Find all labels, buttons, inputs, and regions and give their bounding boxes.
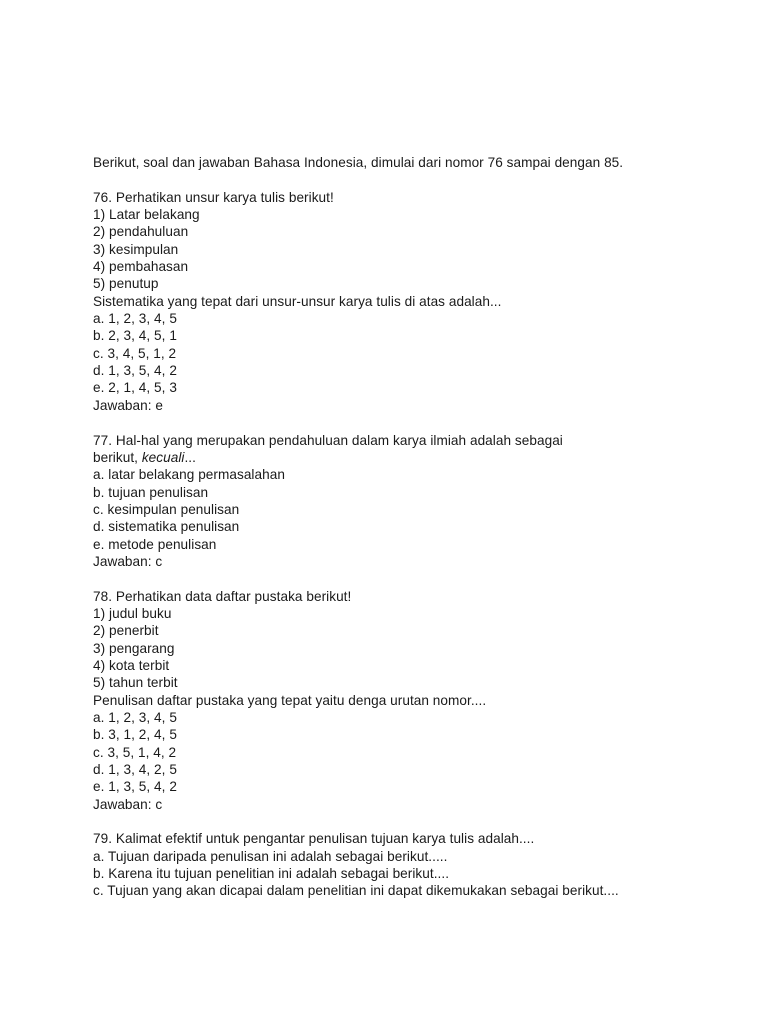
q79-option: c. Tujuan yang akan dicapai dalam penelitian ini dapat dikemukakan sebagai berikut....	[93, 883, 619, 899]
q78-option: d. 1, 3, 4, 2, 5	[93, 762, 177, 778]
q78-option: b. 3, 1, 2, 4, 5	[93, 727, 177, 743]
q76-option: a. 1, 2, 3, 4, 5	[93, 311, 177, 327]
q78-option: c. 3, 5, 1, 4, 2	[93, 744, 177, 760]
q78-question: 78. Perhatikan data daftar pustaka berikut!	[93, 588, 352, 604]
q76-option: b. 2, 3, 4, 5, 1	[93, 328, 177, 344]
q79-question: 79. Kalimat efektif untuk pengantar penulisan tujuan karya tulis adalah....	[93, 831, 535, 847]
q77-option: d. sistematika penulisan	[93, 519, 240, 535]
spacer	[93, 813, 733, 830]
q76-answer: Jawaban: e	[93, 397, 164, 413]
q77-question-emphasis: kecuali	[141, 449, 185, 465]
q76-option: e. 2, 1, 4, 5, 3	[93, 380, 177, 396]
q77-option: e. metode penulisan	[93, 536, 217, 552]
q78-item: 3) pengarang	[93, 640, 175, 656]
q76-item: 3) kesimpulan	[93, 241, 179, 257]
q77-option: b. tujuan penulisan	[93, 484, 209, 500]
spacer	[93, 414, 733, 431]
q78-option: e. 1, 3, 5, 4, 2	[93, 779, 177, 795]
q79-option: a. Tujuan daripada penulisan ini adalah sebagai berikut.....	[93, 848, 448, 864]
q76-question: 76. Perhatikan unsur karya tulis berikut!	[93, 189, 334, 205]
spacer	[93, 171, 733, 188]
q76-option: d. 1, 3, 5, 4, 2	[93, 363, 177, 379]
spacer	[93, 570, 733, 587]
q77-option: a. latar belakang permasalahan	[93, 467, 285, 483]
q78-prompt: Penulisan daftar pustaka yang tepat yaitu denga urutan nomor....	[93, 692, 487, 708]
q77-answer: Jawaban: c	[93, 553, 163, 569]
q78-item: 5) tahun terbit	[93, 675, 178, 691]
q77-option: c. kesimpulan penulisan	[93, 501, 240, 517]
q76-item: 2) pendahuluan	[93, 224, 189, 240]
q78-item: 1) judul buku	[93, 605, 172, 621]
q76-option: c. 3, 4, 5, 1, 2	[93, 345, 177, 361]
q77-question-prefix: berikut,	[93, 449, 142, 465]
q76-prompt: Sistematika yang tepat dari unsur-unsur karya tulis di atas adalah...	[93, 293, 502, 309]
q77-question: 77. Hal-hal yang merupakan pendahuluan dalam karya ilmiah adalah sebagai	[93, 432, 563, 448]
q77-question-suffix: ...	[184, 449, 196, 465]
q79-option: b. Karena itu tujuan penelitian ini adalah sebagai berikut....	[93, 866, 450, 882]
q78-item: 4) kota terbit	[93, 657, 170, 673]
q78-option: a. 1, 2, 3, 4, 5	[93, 710, 177, 725]
q78-item: 2) penerbit	[93, 623, 159, 639]
q76-item: 1) Latar belakang	[93, 207, 200, 223]
q76-item: 5) penutup	[93, 276, 159, 292]
q77-question-continued	[93, 449, 733, 466]
q78-answer: Jawaban: c	[93, 796, 163, 812]
document-page	[93, 154, 733, 900]
intro-text: Berikut, soal dan jawaban Bahasa Indonesia, dimulai dari nomor 76 sampai dengan 85.	[93, 155, 624, 170]
q76-item: 4) pembahasan	[93, 259, 189, 275]
